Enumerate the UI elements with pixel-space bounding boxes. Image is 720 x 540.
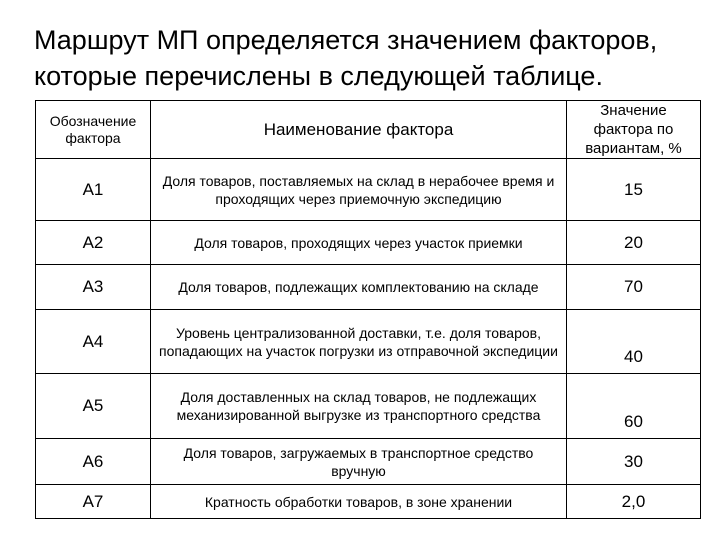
factor-code: А2: [36, 221, 151, 265]
factor-value: 15: [567, 159, 701, 221]
table-row: [36, 439, 701, 485]
factor-name: Уровень централизованной доставки, т.е. доля товаров, попадающих на участок погрузки из отправочной экспедиции: [151, 310, 567, 374]
header-name: Наименование фактора: [151, 101, 567, 159]
factor-value: 40: [567, 310, 701, 374]
factor-code: А3: [36, 265, 151, 310]
factor-name: Доля товаров, подлежащих комплектованию на складе: [151, 265, 567, 310]
factor-name: Кратность обработки товаров, в зоне хранении: [151, 485, 567, 519]
factor-value: 20: [567, 221, 701, 265]
factor-code: А1: [36, 159, 151, 221]
factor-value: 60: [567, 374, 701, 439]
factor-name: Доля товаров, загружаемых в транспортное средство вручную: [151, 439, 567, 485]
title-line-1: Маршрут МП определяется значением факторов,: [34, 25, 658, 55]
factor-name: Доля товаров, проходящих через участок приемки: [151, 221, 567, 265]
table-row: [36, 485, 701, 519]
factor-value: 2,0: [567, 485, 701, 519]
table-row: [36, 310, 701, 374]
table-row: [36, 221, 701, 265]
factor-code: А7: [36, 485, 151, 519]
table-row: [36, 265, 701, 310]
factor-code: А6: [36, 439, 151, 485]
factor-name: Доля доставленных на склад товаров, не подлежащих механизированной выгрузке из транспортного средства: [151, 374, 567, 439]
factor-name: Доля товаров, поставляемых на склад в нерабочее время и проходящих через приемочную экспедицию: [151, 159, 567, 221]
table-header-row: [36, 101, 701, 159]
header-code: Обозначение фактора: [36, 101, 151, 159]
factor-value: 30: [567, 439, 701, 485]
page-title: [34, 22, 714, 94]
table-row: [36, 374, 701, 439]
factor-code: А4: [36, 310, 151, 374]
table-row: [36, 159, 701, 221]
factors-table: [35, 100, 701, 519]
header-value: Значение фактора по вариантам, %: [567, 101, 701, 159]
factor-code: А5: [36, 374, 151, 439]
title-line-2: которые перечислены в следующей таблице.: [34, 61, 603, 91]
factor-value: 70: [567, 265, 701, 310]
